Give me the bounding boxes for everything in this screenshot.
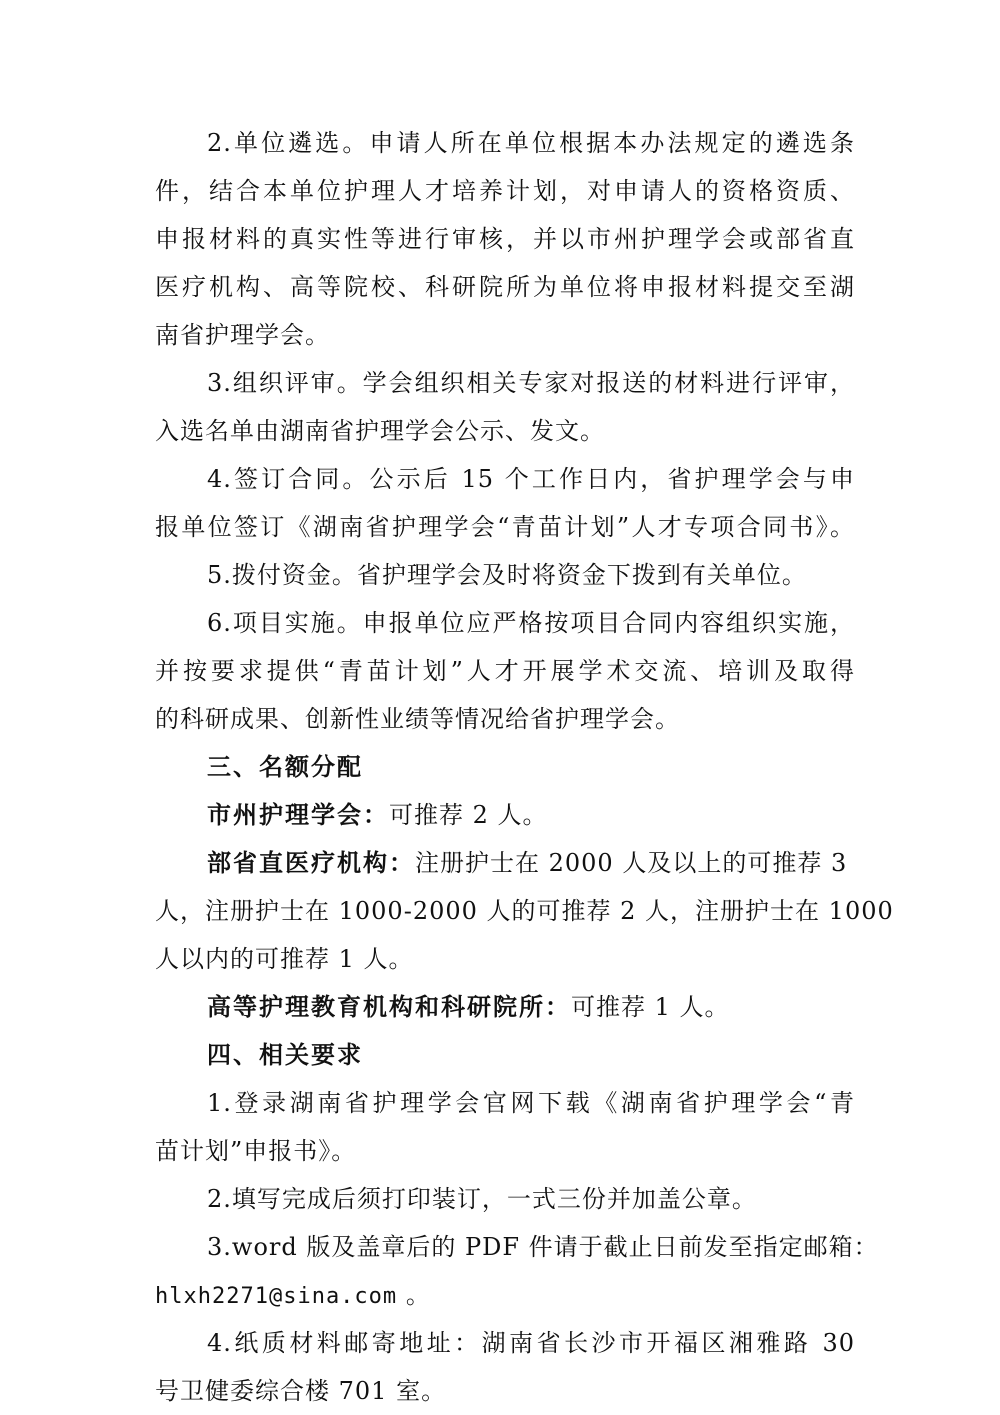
req4-line-1: 4.纸质材料邮寄地址：湖南省长沙市开福区湘雅路 30: [207, 1329, 855, 1357]
quota-city-text: 可推荐 2 人。: [389, 801, 548, 829]
quota-higher-text: 可推荐 1 人。: [571, 993, 730, 1021]
email-address: hlxh2271@sina.com: [155, 1284, 398, 1309]
quota-city-label: 市州护理学会：: [207, 801, 389, 829]
quota-provincial-line-1: [207, 842, 847, 884]
step2-line-4: 医疗机构、高等院校、科研院所为单位将申报材料提交至湖: [155, 273, 855, 301]
req3-line-1: 3.word 版及盖章后的 PDF 件请于截止日前发至指定邮箱：: [207, 1233, 879, 1261]
step2-line-2: 件，结合本单位护理人才培养计划，对申请人的资格资质、: [155, 177, 855, 205]
section4-heading: 四、相关要求: [207, 1041, 363, 1069]
req3-line-2: [155, 1274, 431, 1316]
section3-heading: 三、名额分配: [207, 753, 363, 781]
quota-provincial-text-1: 注册护士在 2000 人及以上的可推荐 3: [415, 849, 848, 877]
step5-line-1: 5.拨付资金。省护理学会及时将资金下拨到有关单位。: [207, 561, 807, 589]
step2-line-5: 南省护理学会。: [155, 321, 330, 349]
step6-line-1: 6.项目实施。申报单位应严格按项目合同内容组织实施，: [207, 609, 855, 637]
step6-line-3: 的科研成果、创新性业绩等情况给省护理学会。: [155, 705, 680, 733]
step2-line-3: 申报材料的真实性等进行审核，并以市州护理学会或部省直: [155, 225, 855, 253]
quota-higher-education: [207, 986, 730, 1028]
step6-line-2: 并按要求提供“青苗计划”人才开展学术交流、培训及取得: [155, 657, 855, 685]
step4-line-1: 4.签订合同。公示后 15 个工作日内，省护理学会与申: [207, 465, 855, 493]
quota-provincial-line-2: 人，注册护士在 1000-2000 人的可推荐 2 人，注册护士在 1000: [155, 897, 894, 925]
step3-line-2: 入选名单由湖南省护理学会公示、发文。: [155, 417, 605, 445]
step2-line-1: 2.单位遴选。申请人所在单位根据本办法规定的遴选条: [207, 129, 855, 157]
req3-end: 。: [405, 1281, 431, 1309]
step4-line-2: 报单位签订《湖南省护理学会“青苗计划”人才专项合同书》。: [155, 513, 855, 541]
quota-city: [207, 794, 548, 836]
req1-line-1: 1.登录湖南省护理学会官网下载《湖南省护理学会“青: [207, 1089, 855, 1117]
quota-higher-label: 高等护理教育机构和科研院所：: [207, 993, 571, 1021]
req1-line-2: 苗计划”申报书》。: [155, 1137, 357, 1165]
step3-line-1: 3.组织评审。学会组织相关专家对报送的材料进行评审，: [207, 369, 855, 397]
req2-line-1: 2.填写完成后须打印装订，一式三份并加盖公章。: [207, 1185, 757, 1213]
quota-provincial-line-3: 人以内的可推荐 1 人。: [155, 945, 414, 973]
req4-line-2: 号卫健委综合楼 701 室。: [155, 1377, 447, 1405]
quota-provincial-label: 部省直医疗机构：: [207, 849, 415, 877]
